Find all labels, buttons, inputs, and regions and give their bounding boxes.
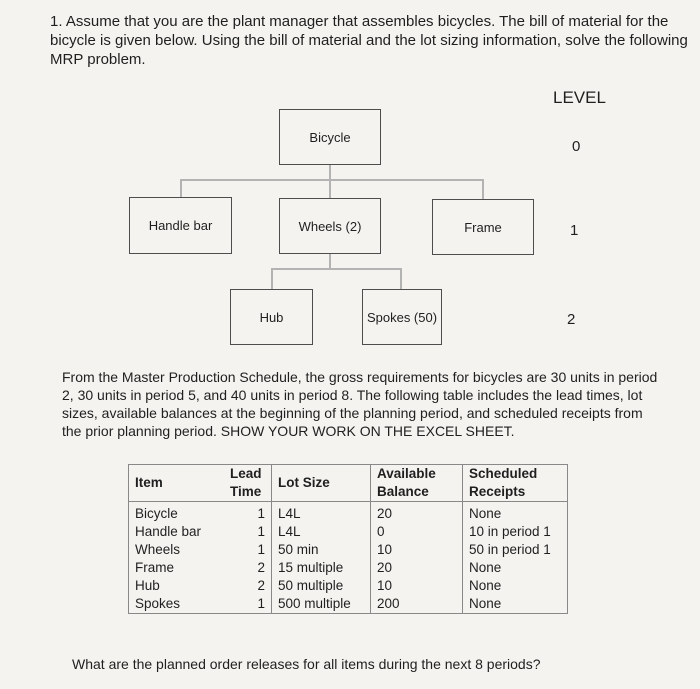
- cell-scheduled: None: [469, 596, 502, 611]
- connector-line: [329, 165, 331, 180]
- bom-node-label: Spokes (50): [366, 309, 438, 325]
- cell-item: Frame: [135, 560, 175, 575]
- bom-node-label: Wheels (2): [298, 218, 362, 234]
- bom-node-hub: [230, 289, 313, 345]
- table-row: [129, 559, 568, 577]
- level-2-label: 2: [567, 311, 576, 328]
- cell-item: Bicycle: [135, 506, 178, 521]
- cell-lead-time: 2: [224, 559, 272, 577]
- cell-scheduled: None: [469, 560, 502, 575]
- cell-item: Handle bar: [135, 524, 202, 539]
- connector-line: [400, 268, 402, 290]
- connector-line: [180, 179, 182, 198]
- inventory-table: [128, 464, 568, 614]
- col-header-lot-size: Lot Size: [272, 465, 371, 502]
- connector-line: [271, 268, 273, 290]
- table-row: [129, 502, 568, 524]
- cell-lot-size: 500 multiple: [278, 596, 351, 611]
- cell-lot-size: 15 multiple: [278, 560, 344, 575]
- cell-scheduled: None: [469, 578, 502, 593]
- bom-node-frame: [432, 199, 534, 255]
- connector-line: [271, 268, 402, 270]
- cell-available: 10: [371, 541, 463, 559]
- table-row: [129, 523, 568, 541]
- cell-lead-time: 1: [224, 502, 272, 524]
- problem-paragraph: From the Master Production Schedule, the gross requirements for bicycles are 30 units in period 2, 30 units in period 5, and 40 units in period 8. The following table includes the lead times, lot sizes, available balances at the beginning of the planning period, and scheduled receipts from the prior planning period. SHOW YOUR WORK ON THE EXCEL SHEET.: [62, 369, 658, 439]
- col-header-lead-time: Lead Time: [224, 465, 272, 502]
- cell-available: 10: [371, 577, 463, 595]
- question-text: What are the planned order releases for all items during the next 8 periods?: [72, 656, 541, 672]
- col-header-available-balance: Available Balance: [371, 465, 463, 502]
- table-row: [129, 577, 568, 595]
- connector-line: [482, 179, 484, 199]
- connector-line: [329, 179, 331, 199]
- cell-available: 200: [371, 595, 463, 614]
- cell-lead-time: 1: [224, 541, 272, 559]
- connector-line: [329, 254, 331, 269]
- cell-item: Hub: [135, 578, 160, 593]
- cell-item: Spokes: [135, 596, 181, 611]
- bom-node-handle-bar: [129, 197, 232, 254]
- bom-node-label: Bicycle: [309, 129, 351, 145]
- cell-scheduled: None: [469, 506, 502, 521]
- table-row: [129, 541, 568, 559]
- cell-item: Wheels: [135, 542, 181, 557]
- bom-node-label: Frame: [464, 219, 502, 235]
- cell-available: 20: [371, 502, 463, 524]
- cell-available: 20: [371, 559, 463, 577]
- bom-node-spokes: [362, 289, 442, 345]
- level-0-label: 0: [572, 138, 581, 155]
- bom-node-label: Handle bar: [148, 218, 213, 233]
- connector-line: [180, 179, 484, 181]
- cell-available: 0: [371, 523, 463, 541]
- cell-lot-size: L4L: [278, 506, 301, 521]
- level-1-label: 1: [570, 222, 579, 239]
- table-row: [129, 595, 568, 614]
- cell-lead-time: 1: [224, 595, 272, 614]
- col-header-item: Item: [129, 465, 225, 502]
- cell-lot-size: L4L: [278, 524, 301, 539]
- level-header: LEVEL: [553, 88, 606, 107]
- cell-lot-size: 50 min: [278, 542, 319, 557]
- bom-node-wheels: [279, 198, 381, 254]
- problem-intro: 1. Assume that you are the plant manager that assembles bicycles. The bill of material for the bicycle is given below. Using the bill of material and the lot sizing information, solve the following MRP problem.: [50, 13, 688, 68]
- cell-scheduled: 10 in period 1: [469, 524, 551, 539]
- col-header-scheduled-receipts: Scheduled Receipts: [463, 465, 568, 502]
- cell-lot-size: 50 multiple: [278, 578, 344, 593]
- cell-lead-time: 1: [224, 523, 272, 541]
- bom-node-bicycle: [279, 109, 381, 165]
- cell-scheduled: 50 in period 1: [469, 542, 551, 557]
- bom-node-label: Hub: [259, 309, 284, 325]
- cell-lead-time: 2: [224, 577, 272, 595]
